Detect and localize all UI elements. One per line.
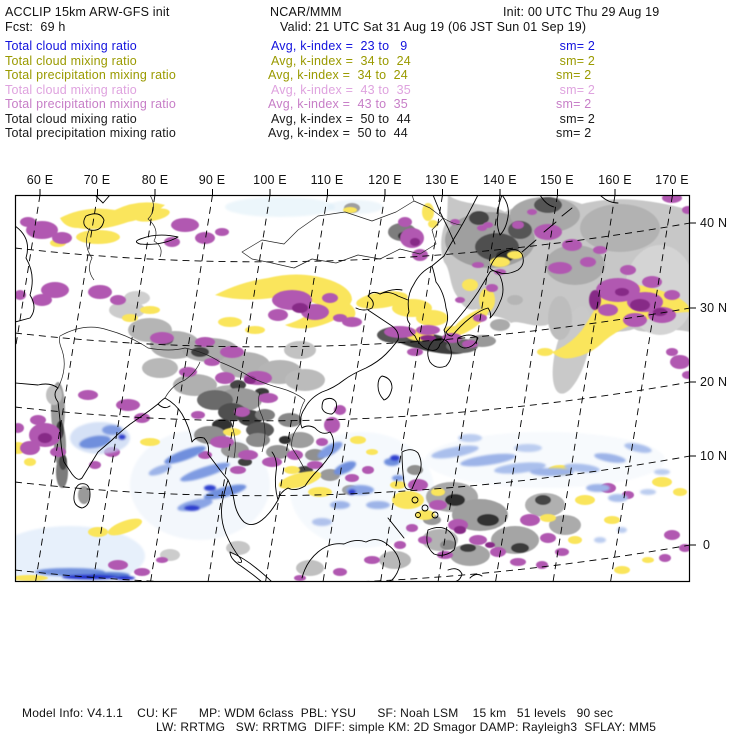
legend-row-sm: sm= 2 — [556, 126, 592, 140]
lon-label: 150 E — [540, 173, 574, 187]
legend-row-label: Total precipitation mixing ratio — [5, 68, 177, 82]
legend-row-kindex: Avg, k-index = 23 to 9 — [268, 39, 408, 53]
lon-label: 140 E — [483, 173, 517, 187]
forecast-hour: Fcst: 69 h — [5, 20, 66, 34]
lon-label: 70 E — [83, 173, 111, 187]
legend-row-label: Total precipitation mixing ratio — [5, 126, 177, 140]
legend-row-kindex: Avg, k-index = 50 to 44 — [268, 126, 408, 140]
legend-row-sm: sm= 2 — [556, 112, 596, 126]
legend-row-label: Total cloud mixing ratio — [5, 54, 137, 68]
lon-label: 110 E — [310, 173, 344, 187]
legend-row-kindex: Avg, k-index = 43 to 35 — [268, 97, 408, 111]
lon-label: 100 E — [253, 173, 287, 187]
legend-row-sm: sm= 2 — [556, 97, 592, 111]
model-info-line1: Model Info: V4.1.1 CU: KF MP: WDM 6class PBL: YSU SF: Noah LSM 15 km 51 levels 90 sec — [22, 706, 614, 720]
legend-row-label: Total cloud mixing ratio — [5, 112, 137, 126]
legend-row-label: Total cloud mixing ratio — [5, 39, 137, 53]
legend-row-kindex: Avg, k-index = 50 to 44 — [268, 112, 411, 126]
lat-label: 0 — [703, 538, 711, 552]
center-name: NCAR/MMM — [270, 5, 342, 19]
lat-label: 20 N — [700, 375, 728, 389]
legend-row-label: Total precipitation mixing ratio — [5, 97, 177, 111]
legend-row-sm: sm= 2 — [556, 68, 592, 82]
lon-label: 80 E — [141, 173, 169, 187]
model-info-line2: LW: RRTMG SW: RRTMG DIFF: simple KM: 2D Smagor DAMP: Rayleigh3 SFLAY: MM5 — [156, 720, 657, 734]
legend-row-kindex: Avg, k-index = 43 to 35 — [268, 83, 411, 97]
init-time: Init: 00 UTC Thu 29 Aug 19 — [503, 5, 660, 19]
lat-label: 30 N — [700, 301, 728, 315]
model-title: ACCLIP 15km ARW-GFS init — [5, 5, 170, 19]
lat-label: 10 N — [700, 449, 728, 463]
lat-label: 40 N — [700, 216, 728, 230]
lon-label: 60 E — [26, 173, 54, 187]
legend-row-label: Total cloud mixing ratio — [5, 83, 137, 97]
legend-row-sm: sm= 2 — [556, 54, 596, 68]
legend-row-kindex: Avg, k-index = 34 to 24 — [268, 68, 408, 82]
legend-row-sm: sm= 2 — [556, 83, 596, 97]
lon-label: 170 E — [655, 173, 689, 187]
lon-label: 130 E — [425, 173, 459, 187]
legend-row-kindex: Avg, k-index = 34 to 24 — [268, 54, 411, 68]
lon-label: 90 E — [198, 173, 226, 187]
valid-time: Valid: 21 UTC Sat 31 Aug 19 (06 JST Sun 01 Sep 19) — [280, 20, 587, 34]
lon-label: 120 E — [368, 173, 402, 187]
legend-row-sm: sm= 2 — [556, 39, 596, 53]
lon-label: 160 E — [598, 173, 632, 187]
